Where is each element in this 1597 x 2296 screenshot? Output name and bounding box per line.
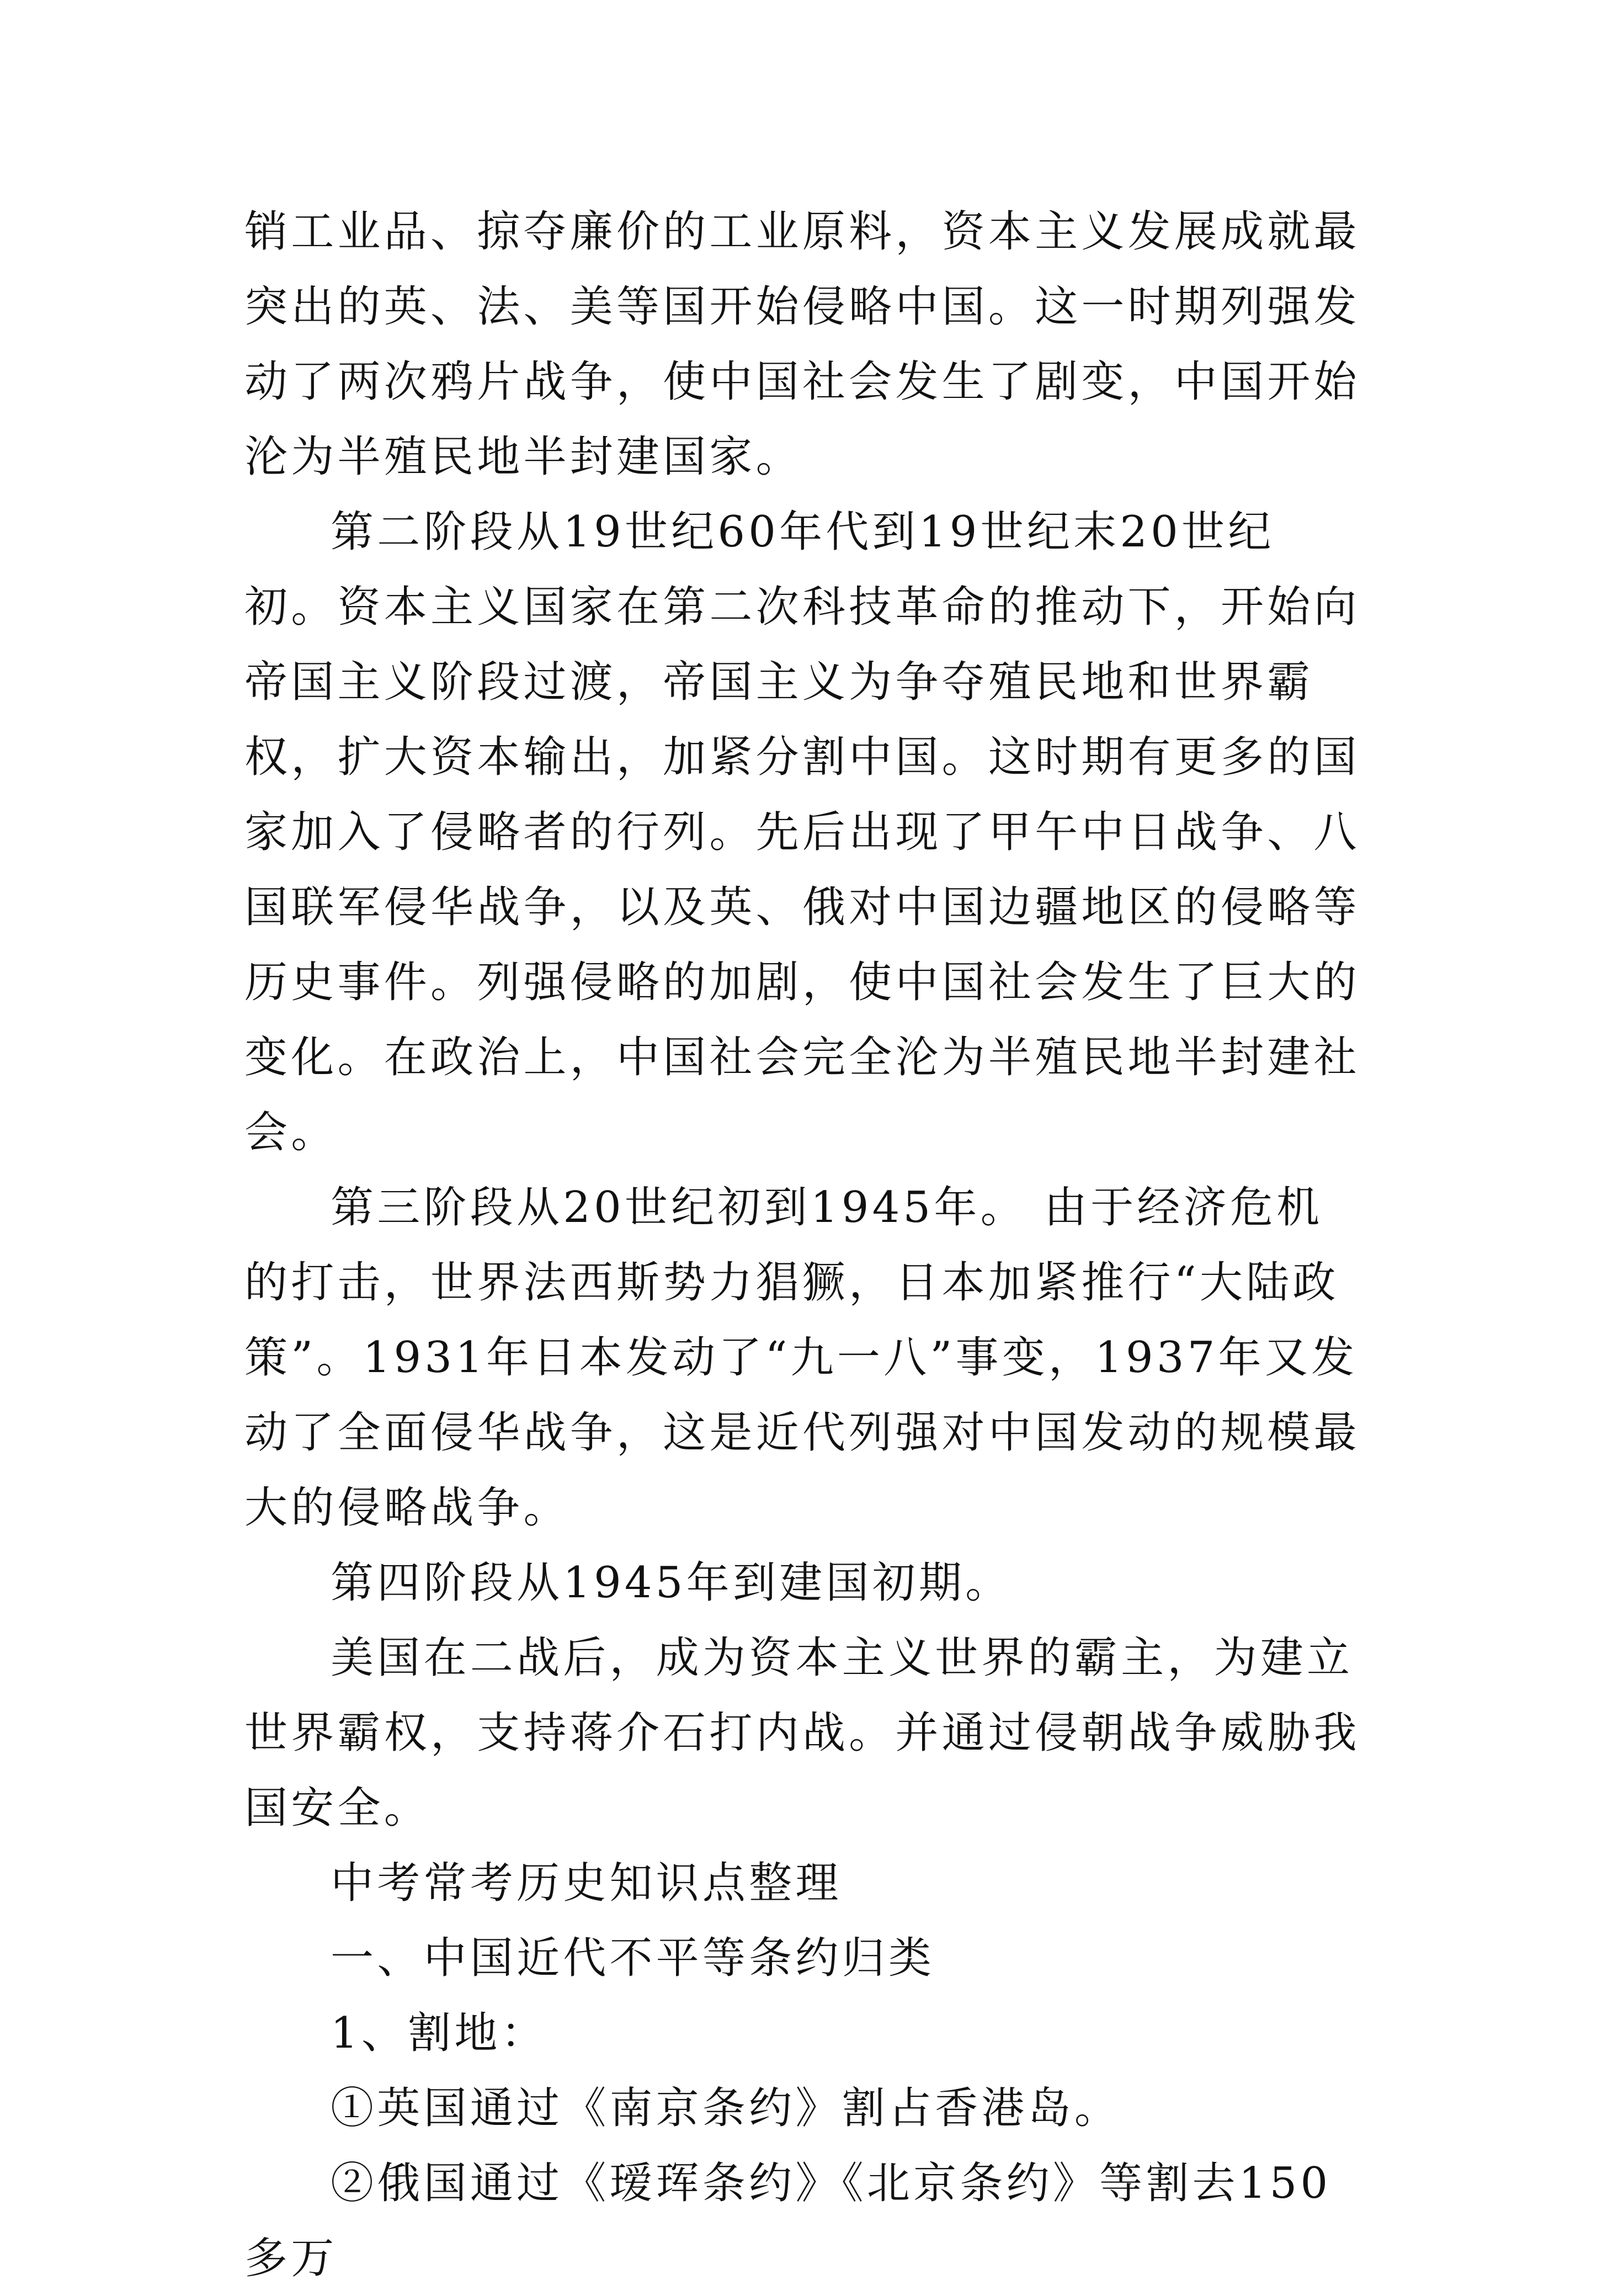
- section-heading-exam-points: 中考常考历史知识点整理: [331, 1858, 842, 1908]
- paragraph-opium-war-stage: 销工业品、掠夺廉价的工业原料，资本主义发展成就最突出的英、法、美等国开始侵略中国。这一时期列强发动了两次鸦片战争，使中国社会发生了剧变，中国开始沦为半殖民地半封建国家。: [244, 207, 1360, 482]
- list-item-nanjing-treaty: ①英国通过《南京条约》割占香港岛。: [331, 2084, 1121, 2133]
- paragraph-second-stage: 第二阶段从19世纪60年代到19世纪末20世纪初。资本主义国家在第二次科技革命的推动下，开始向帝国主义阶段过渡，帝国主义为争夺殖民地和世界霸权，扩大资本输出，加紧分割中国。这时期有更多的国家加入了侵略者的行列。先后出现了甲午中日战争、八国联军侵华战争，以及英、俄对中国边疆地区的侵略等历史事件。列强侵略的加剧，使中国社会发生了巨大的变化。在政治上，中国社会完全沦为半殖民地半封建社会。: [244, 507, 1360, 1157]
- paragraph-us-after-ww2: 美国在二战后，成为资本主义世界的霸主，为建立世界霸权，支持蒋介石打内战。并通过侵朝战争威胁我国安全。: [244, 1633, 1360, 1833]
- paragraph-fourth-stage: 第四阶段从1945年到建国初期。: [331, 1558, 1012, 1608]
- subheading-territory-cession: 1、割地：: [331, 2008, 547, 2058]
- section-heading-unequal-treaties: 一、中国近代不平等条约归类: [331, 1933, 935, 1983]
- list-item-aigun-beijing-treaty: ②俄国通过《瑷珲条约》《北京条约》等割去150多万: [244, 2159, 1332, 2283]
- document-body: [244, 194, 1365, 2296]
- paragraph-third-stage: 第三阶段从20世纪初到1945年。 由于经济危机的打击，世界法西斯势力猖獗，日本加紧推行“大陆政策”。1931年日本发动了“九一八”事变，1937年又发动了全面侵华战争，这是近代列强对中国发动的规模最大的侵略战争。: [244, 1183, 1360, 1533]
